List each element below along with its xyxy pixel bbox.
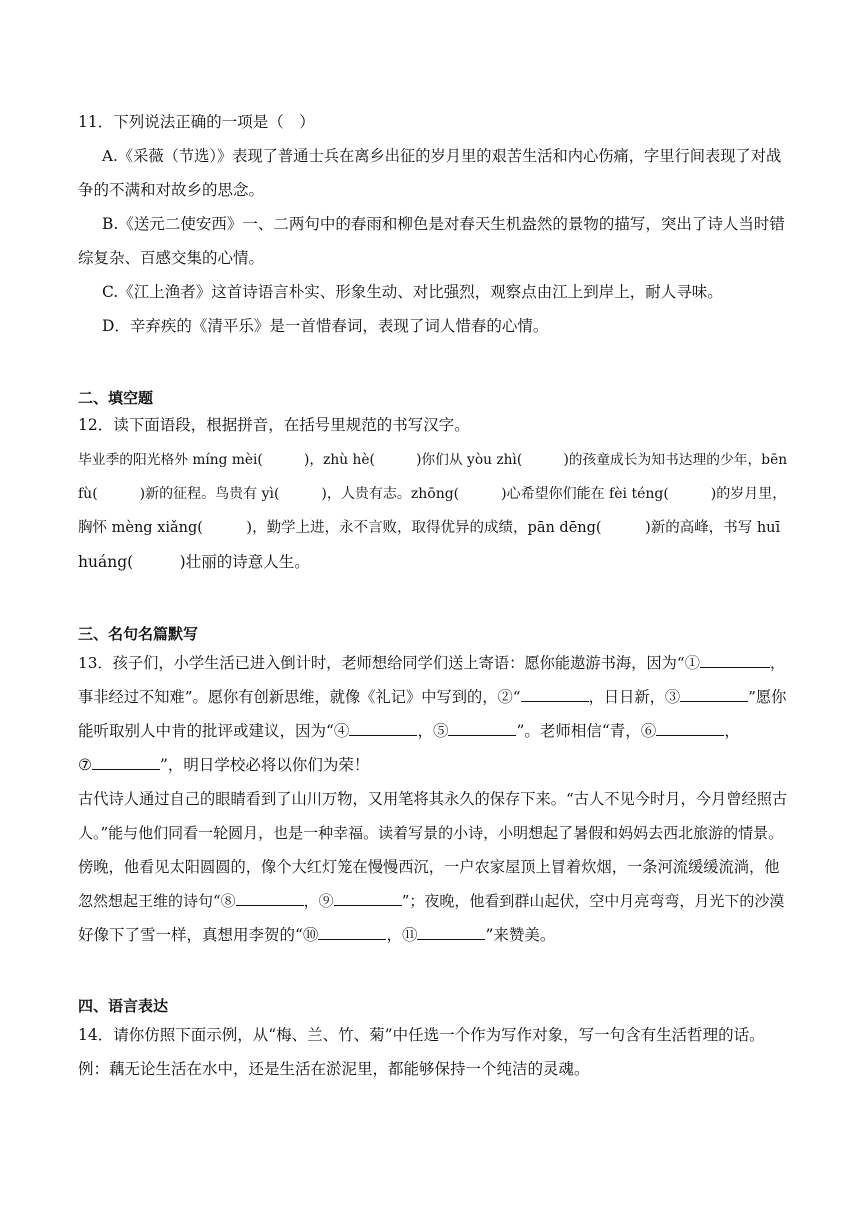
text-segment: ”；夜晚，他看到群山起伏，空中月亮弯弯，月光下的沙漠 bbox=[401, 892, 785, 910]
answer-blank-4[interactable] bbox=[349, 721, 417, 736]
passage-line-7: 傍晚，他看见太阳圆圆的，像个大红灯笼在慢慢西沉，一户农家屋顶上冒着炊烟，一条河流缓缓流淌，他 bbox=[78, 858, 780, 876]
text-segment: 13．孩子们，小学生活已进入倒计时，老师想给同学们送上寄语：愿你能遨游书海，因为“① bbox=[78, 654, 700, 672]
text-segment: 好像下了雪一样，真想用李贺的“⑩ bbox=[78, 926, 319, 944]
passage-line-8 bbox=[78, 891, 784, 911]
question-13-line-3 bbox=[78, 721, 740, 741]
question-14-stem: 14．请你仿照下面示例，从“梅、兰、竹、菊”中任选一个作为写作对象，写一句含有生活哲理的话。 bbox=[78, 1026, 765, 1044]
option-b-line-1: B.《送元二使安西》一、二两句中的春雨和柳色是对春天生机盎然的景物的描写，突出了诗人当时错 bbox=[102, 215, 785, 233]
answer-blank-5[interactable] bbox=[448, 721, 516, 736]
passage-line-6: 人。”能与他们同看一轮圆月，也是一种幸福。读着写景的小诗，小明想起了暑假和妈妈去西北旅游的情景。 bbox=[78, 824, 784, 842]
passage-line-1: 毕业季的阳光格外 míng mèi( )，zhù hè( )你们从 yòu zhì( )的孩童成长为知书达理的少年，bēn bbox=[78, 452, 788, 468]
passage-line-5: 古代诗人通过自己的眼睛看到了山川万物，又用笔将其永久的保存下来。“古人不见今时月，今月曾经照古 bbox=[78, 790, 788, 808]
section-2-heading: 二、填空题 bbox=[78, 389, 154, 407]
text-segment: ，⑪ bbox=[386, 926, 418, 944]
example-sentence: 例：藕无论生活在水中，还是生活在淤泥里，都能够保持一个纯洁的灵魂。 bbox=[78, 1060, 590, 1078]
section-4-heading: 四、语言表达 bbox=[78, 997, 169, 1015]
option-a-line-2: 争的不满和对故乡的思念。 bbox=[78, 181, 265, 199]
option-d: D．辛弃疾的《清平乐》是一首惜春词，表现了词人惜春的心情。 bbox=[102, 317, 549, 335]
answer-blank-8[interactable] bbox=[236, 891, 304, 906]
text-segment: ⑦ bbox=[78, 756, 92, 774]
passage-line-9 bbox=[78, 925, 555, 945]
text-segment: 能听取别人中肯的批评或建议，因为“④ bbox=[78, 722, 350, 740]
answer-blank-9[interactable] bbox=[334, 891, 402, 906]
option-c: C.《江上渔者》这首诗语言朴实、形象生动、对比强烈，观察点由江上到岸上，耐人寻味。 bbox=[102, 283, 723, 301]
text-segment: 忽然想起王维的诗句“⑧ bbox=[78, 892, 236, 910]
section-3-heading: 三、名句名篇默写 bbox=[78, 625, 199, 643]
passage-line-2: fù( )新的征程。鸟贵有 yì( )，人贵有志。zhōng( )心希望你们能在 fèi téng( )的岁月里， bbox=[78, 486, 787, 502]
text-segment: ”。老师相信“青，⑥ bbox=[516, 722, 657, 740]
answer-blank-11[interactable] bbox=[417, 925, 485, 940]
text-segment: ， bbox=[724, 722, 740, 740]
option-b-line-2: 综复杂、百感交集的心情。 bbox=[78, 249, 265, 267]
text-segment: ，日日新，③ bbox=[588, 688, 681, 706]
text-segment: ”来赞美。 bbox=[485, 926, 556, 944]
question-13-line-2 bbox=[78, 687, 786, 707]
question-13-line-1 bbox=[78, 653, 785, 673]
answer-blank-2[interactable] bbox=[521, 687, 589, 702]
passage-line-4: huáng( )壮丽的诗意人生。 bbox=[78, 553, 310, 571]
question-13-line-4 bbox=[78, 755, 369, 775]
text-segment: ，⑤ bbox=[417, 722, 449, 740]
answer-blank-10[interactable] bbox=[318, 925, 386, 940]
answer-blank-7[interactable] bbox=[92, 755, 160, 770]
text-segment: ”，明日学校必将以你们为荣！ bbox=[159, 756, 370, 774]
answer-blank-1[interactable] bbox=[700, 653, 770, 668]
answer-blank-6[interactable] bbox=[656, 721, 724, 736]
option-a-line-1: A.《采薇（节选）》表现了普通士兵在离乡出征的岁月里的艰苦生活和内心伤痛，字里行间表现了对战 bbox=[102, 147, 782, 165]
text-segment: ，⑨ bbox=[303, 892, 334, 910]
question-11-stem: 11．下列说法正确的一项是（ ） bbox=[78, 113, 315, 131]
passage-line-3: 胸怀 mèng xiǎng( )，勤学上进，永不言败，取得优异的成绩，pān dēng( )新的高峰，书写 huī bbox=[78, 520, 781, 536]
text-segment: ， bbox=[769, 654, 786, 672]
answer-blank-3[interactable] bbox=[680, 687, 748, 702]
text-segment: ”愿你 bbox=[748, 688, 787, 706]
question-12-stem: 12．读下面语段，根据拼音，在括号里规范的书写汉字。 bbox=[78, 416, 470, 434]
text-segment: 事非经过不知难”。愿你有创新思维，就像《礼记》中写到的，②“ bbox=[78, 688, 521, 706]
